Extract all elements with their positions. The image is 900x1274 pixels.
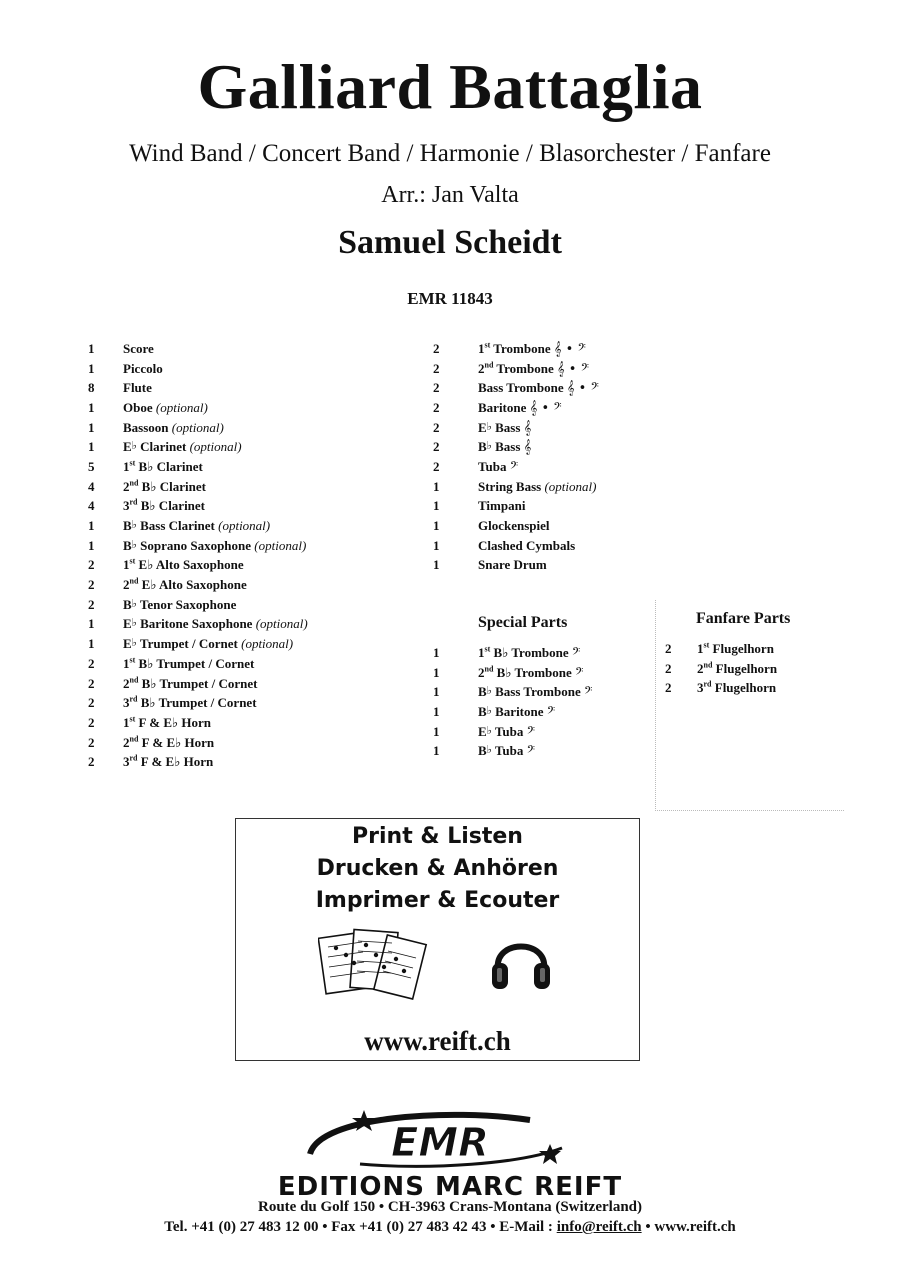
part-quantity: 1	[433, 684, 440, 700]
contact-email-link[interactable]: info@reift.ch	[556, 1219, 642, 1235]
part-prefix: 1	[478, 340, 485, 356]
part-name: Bassoon	[123, 419, 169, 435]
parts-list-special	[433, 643, 592, 761]
fanfare-parts-heading: Fanfare Parts	[696, 610, 791, 627]
flat-sign: ♭	[131, 616, 137, 630]
part-name: B♭ Trumpet / Cornet	[141, 675, 258, 691]
part-row	[88, 339, 308, 359]
part-row	[433, 702, 592, 722]
part-label	[123, 557, 244, 573]
ordinal-suffix: nd	[129, 576, 139, 586]
part-row	[433, 516, 599, 536]
part-prefix: B	[123, 596, 132, 612]
part-label	[478, 420, 531, 436]
part-label	[478, 400, 562, 416]
part-name: Tenor Saxophone	[139, 596, 237, 612]
part-quantity: 2	[88, 596, 95, 612]
part-name: B♭ Trombone	[493, 644, 569, 660]
part-quantity: 2	[433, 439, 440, 455]
part-row	[88, 398, 308, 418]
part-row	[433, 437, 599, 457]
optional-note: (optional)	[255, 616, 308, 632]
parts-list-low-brass-percussion	[433, 339, 599, 575]
part-quantity: 1	[88, 399, 95, 415]
part-quantity: 2	[88, 655, 95, 671]
part-quantity: 2	[433, 458, 440, 474]
part-label	[478, 498, 525, 514]
part-name: Glockenspiel	[478, 518, 550, 534]
part-label	[123, 636, 293, 652]
part-prefix: 1	[123, 655, 130, 671]
part-prefix: 2	[123, 675, 130, 691]
part-row	[665, 659, 777, 679]
part-row	[88, 733, 308, 753]
part-quantity: 1	[88, 518, 95, 534]
part-quantity: 2	[88, 675, 95, 691]
part-name: B♭ Trumpet / Cornet	[138, 655, 255, 671]
part-label	[123, 538, 306, 554]
optional-note: (optional)	[189, 439, 242, 455]
part-label	[123, 361, 163, 377]
catalog-number: EMR 11843	[407, 289, 493, 308]
part-row	[88, 752, 308, 772]
part-quantity: 1	[433, 557, 440, 573]
optional-note: (optional)	[544, 478, 597, 494]
part-prefix: E	[123, 616, 132, 632]
part-name: Trumpet / Cornet	[139, 636, 238, 652]
part-quantity: 2	[88, 695, 95, 711]
ensemble-subtitle: Wind Band / Concert Band / Harmonie / Blasorchester / Fanfare	[129, 140, 771, 167]
part-row	[433, 457, 599, 477]
flat-sign: ♭	[486, 419, 492, 433]
part-label	[478, 743, 535, 759]
clef-icon: 𝄞 • 𝄢	[529, 400, 562, 416]
ordinal-suffix: st	[484, 340, 491, 350]
part-row	[88, 497, 308, 517]
part-label	[478, 459, 518, 475]
part-prefix: E	[123, 636, 132, 652]
part-label	[123, 341, 154, 357]
part-label	[123, 400, 208, 416]
part-row	[665, 678, 777, 698]
part-label	[478, 704, 555, 720]
part-label	[478, 557, 547, 573]
part-quantity: 1	[88, 616, 95, 632]
optional-note: (optional)	[254, 537, 307, 553]
promo-line-french: Imprimer & Ecouter	[315, 888, 560, 913]
part-label	[123, 577, 247, 593]
part-prefix: 2	[123, 734, 130, 750]
parts-list-fanfare	[665, 639, 777, 698]
part-label	[478, 341, 586, 357]
special-parts-heading: Special Parts	[478, 614, 568, 631]
part-name: B♭ Clarinet	[141, 478, 206, 494]
part-row	[88, 359, 308, 379]
sheet-music-icon	[318, 925, 428, 1001]
part-quantity: 2	[665, 660, 672, 676]
optional-note: (optional)	[171, 419, 224, 435]
clef-icon: 𝄢	[526, 724, 535, 740]
part-prefix: B	[478, 703, 487, 719]
part-row	[433, 741, 592, 761]
flat-sign: ♭	[486, 703, 492, 717]
part-quantity: 2	[88, 577, 95, 593]
part-prefix: B	[478, 743, 487, 759]
part-prefix: 2	[697, 660, 704, 676]
part-row	[433, 643, 592, 663]
part-row	[88, 575, 308, 595]
part-quantity: 1	[88, 340, 95, 356]
part-label	[478, 665, 583, 681]
optional-note: (optional)	[241, 636, 294, 652]
part-prefix: 1	[478, 644, 485, 660]
flat-sign: ♭	[486, 743, 492, 757]
part-label	[123, 459, 203, 475]
part-label	[478, 684, 592, 700]
clef-icon: 𝄞 • 𝄢	[556, 361, 589, 377]
flat-sign: ♭	[131, 439, 137, 453]
part-name: Clashed Cymbals	[478, 537, 576, 553]
part-name: Bass	[495, 439, 521, 455]
ordinal-suffix: st	[129, 655, 136, 665]
part-label	[478, 724, 535, 740]
part-name: Bass	[495, 419, 521, 435]
promo-line-german: Drucken & Anhören	[316, 856, 559, 881]
promo-website-url[interactable]: www.reift.ch	[364, 1026, 511, 1056]
part-quantity: 1	[88, 419, 95, 435]
ordinal-suffix: st	[484, 644, 491, 654]
part-prefix: E	[478, 723, 487, 739]
part-label	[478, 518, 550, 534]
part-row	[88, 418, 308, 438]
part-quantity: 2	[433, 419, 440, 435]
part-quantity: 1	[88, 439, 95, 455]
optional-note: (optional)	[218, 518, 271, 534]
part-quantity: 4	[88, 478, 95, 494]
part-name: Soprano Saxophone	[140, 537, 252, 553]
part-label	[123, 676, 257, 692]
part-row	[88, 654, 308, 674]
ordinal-suffix: nd	[129, 478, 139, 488]
part-prefix: 3	[697, 680, 704, 696]
part-name: String Bass	[478, 478, 542, 494]
part-row	[433, 359, 599, 379]
flat-sign: ♭	[486, 723, 492, 737]
part-name: Timpani	[478, 498, 526, 514]
part-row	[433, 536, 599, 556]
part-quantity: 1	[88, 360, 95, 376]
part-name: E♭ Alto Saxophone	[141, 577, 247, 593]
flat-sign: ♭	[486, 439, 492, 453]
part-name: Oboe	[123, 399, 153, 415]
flat-sign: ♭	[131, 596, 137, 610]
part-name: Flute	[123, 380, 152, 396]
part-name: Tuba	[494, 723, 524, 739]
flat-sign: ♭	[131, 537, 137, 551]
part-quantity: 2	[665, 680, 672, 696]
part-label	[123, 695, 257, 711]
part-quantity: 2	[433, 360, 440, 376]
part-row	[88, 615, 308, 635]
part-name: E♭ Alto Saxophone	[138, 557, 244, 573]
part-name: Trombone	[493, 340, 551, 356]
part-prefix: B	[478, 684, 487, 700]
contact-website[interactable]: • www.reift.ch	[641, 1219, 736, 1235]
part-label	[123, 656, 254, 672]
part-row	[88, 516, 308, 536]
part-quantity: 2	[88, 754, 95, 770]
part-row	[665, 639, 777, 659]
part-row	[88, 477, 308, 497]
part-prefix: 3	[123, 754, 130, 770]
part-name: Bass Clarinet	[140, 518, 215, 534]
part-name: Clarinet	[140, 439, 187, 455]
clef-icon: 𝄢	[583, 685, 593, 701]
part-row	[88, 556, 308, 576]
part-prefix: B	[478, 439, 487, 455]
part-name: Flugelhorn	[714, 680, 777, 696]
part-quantity: 1	[88, 537, 95, 553]
part-label	[123, 420, 224, 436]
part-prefix: 1	[123, 557, 130, 573]
part-prefix: B	[123, 537, 132, 553]
part-name: Baritone	[478, 399, 527, 415]
ordinal-suffix: nd	[703, 660, 713, 670]
ordinal-suffix: rd	[129, 498, 138, 508]
part-prefix: E	[123, 439, 132, 455]
part-row	[88, 713, 308, 733]
contact-phone-fax: Tel. +41 (0) 27 483 12 00 • Fax +41 (0) 27 483 42 43 • E-Mail :	[164, 1219, 557, 1235]
part-prefix: 2	[123, 577, 130, 593]
part-quantity: 2	[433, 399, 440, 415]
clef-icon: 𝄞 • 𝄢	[566, 381, 599, 397]
emr-logo-text: EMR	[391, 1120, 489, 1166]
part-quantity: 2	[665, 640, 672, 656]
ordinal-suffix: st	[129, 458, 136, 468]
part-row	[88, 378, 308, 398]
part-name: B♭ Clarinet	[138, 458, 203, 474]
ordinal-suffix: nd	[129, 675, 139, 685]
part-name: F & E♭ Horn	[141, 734, 215, 750]
part-prefix: 2	[478, 360, 485, 376]
part-row	[433, 477, 599, 497]
part-name: F & E♭ Horn	[140, 754, 214, 770]
ordinal-suffix: rd	[703, 679, 712, 689]
ordinal-suffix: nd	[484, 360, 494, 370]
part-row	[433, 497, 599, 517]
part-name: Flugelhorn	[712, 640, 774, 656]
part-label	[697, 641, 774, 657]
part-label	[123, 754, 213, 770]
clef-icon: 𝄢	[526, 744, 535, 760]
part-label	[123, 439, 242, 455]
ordinal-suffix: rd	[129, 694, 138, 704]
print-listen-promo-box	[235, 818, 640, 1061]
part-label	[123, 735, 214, 751]
part-name: B♭ Trumpet / Cornet	[140, 695, 257, 711]
part-quantity: 4	[88, 498, 95, 514]
clef-icon: 𝄢	[575, 665, 584, 681]
part-quantity: 1	[433, 743, 440, 759]
clef-icon: 𝄢	[509, 459, 519, 475]
part-label	[478, 479, 596, 495]
part-label	[123, 380, 152, 396]
part-name: Tuba	[494, 743, 524, 759]
part-label	[123, 498, 205, 514]
part-quantity: 2	[88, 734, 95, 750]
part-label	[478, 645, 580, 661]
part-row	[433, 663, 592, 683]
part-quantity: 1	[433, 644, 440, 660]
part-name: Flugelhorn	[715, 660, 778, 676]
ordinal-suffix: st	[129, 714, 136, 724]
part-quantity: 2	[433, 340, 440, 356]
part-label	[478, 361, 589, 377]
part-quantity: 1	[433, 723, 440, 739]
part-name: Trombone	[496, 360, 554, 376]
ordinal-suffix: nd	[129, 734, 139, 744]
part-label	[123, 518, 270, 534]
part-row	[433, 556, 599, 576]
part-quantity: 1	[433, 478, 440, 494]
part-row	[88, 674, 308, 694]
clef-icon: 𝄞	[523, 440, 532, 456]
part-label	[697, 680, 776, 696]
part-name: Bass Trombone	[478, 380, 564, 396]
clef-icon: 𝄞 • 𝄢	[553, 341, 586, 357]
part-prefix: B	[123, 518, 132, 534]
part-row	[433, 378, 599, 398]
optional-note: (optional)	[155, 399, 208, 415]
part-quantity: 2	[433, 380, 440, 396]
part-prefix: 1	[123, 458, 130, 474]
part-prefix: 3	[123, 498, 130, 514]
publisher-address: Route du Golf 150 • CH-3963 Crans-Montana (Switzerland)	[258, 1199, 642, 1215]
parts-list-woodwinds-brass	[88, 339, 308, 772]
part-row	[433, 418, 599, 438]
part-name: F & E♭ Horn	[138, 714, 211, 730]
part-quantity: 8	[88, 380, 95, 396]
part-prefix: E	[478, 419, 487, 435]
part-label	[478, 439, 531, 455]
part-quantity: 2	[88, 557, 95, 573]
part-row	[433, 398, 599, 418]
ordinal-suffix: nd	[484, 664, 494, 674]
composer-name: Samuel Scheidt	[338, 224, 562, 261]
part-row	[433, 682, 592, 702]
part-quantity: 1	[433, 518, 440, 534]
part-name: Bass Trombone	[495, 684, 581, 700]
part-prefix: 3	[123, 695, 130, 711]
ordinal-suffix: rd	[129, 753, 138, 763]
part-name: Score	[123, 340, 154, 356]
part-row	[88, 437, 308, 457]
promo-line-english: Print & Listen	[352, 824, 523, 849]
part-row	[88, 693, 308, 713]
flat-sign: ♭	[131, 518, 137, 532]
piece-title: Galliard Battaglia	[197, 51, 703, 122]
part-quantity: 5	[88, 458, 95, 474]
part-quantity: 1	[433, 498, 440, 514]
part-label	[123, 479, 206, 495]
part-label	[123, 715, 211, 731]
part-prefix: 1	[123, 714, 130, 730]
part-quantity: 1	[88, 636, 95, 652]
part-prefix: 2	[478, 664, 485, 680]
clef-icon: 𝄢	[571, 645, 581, 661]
flat-sign: ♭	[131, 636, 137, 650]
part-row	[433, 339, 599, 359]
part-label	[478, 538, 575, 554]
publisher-name: EDITIONS MARC REIFT	[277, 1172, 623, 1202]
ordinal-suffix: st	[703, 640, 710, 650]
part-name: B♭ Trombone	[496, 664, 572, 680]
clef-icon: 𝄢	[546, 704, 556, 720]
part-prefix: 2	[123, 478, 130, 494]
arranger-credit: Arr.: Jan Valta	[381, 182, 519, 208]
part-row	[433, 722, 592, 742]
part-quantity: 1	[433, 703, 440, 719]
part-row	[88, 595, 308, 615]
emr-logo	[300, 1108, 600, 1172]
ordinal-suffix: st	[129, 557, 136, 567]
flat-sign: ♭	[486, 684, 492, 698]
part-quantity: 1	[433, 664, 440, 680]
part-quantity: 2	[88, 714, 95, 730]
part-row	[88, 457, 308, 477]
part-name: Tuba	[478, 458, 507, 474]
part-label	[697, 661, 777, 677]
part-name: B♭ Clarinet	[140, 498, 206, 514]
part-label	[123, 616, 308, 632]
part-label	[123, 597, 236, 613]
part-name: Baritone	[495, 703, 544, 719]
headphones-icon	[488, 925, 554, 995]
part-name: Piccolo	[123, 360, 163, 376]
part-prefix: 1	[697, 640, 704, 656]
part-quantity: 1	[433, 537, 440, 553]
clef-icon: 𝄞	[523, 420, 532, 436]
part-row	[88, 634, 308, 654]
part-row	[88, 536, 308, 556]
part-name: Snare Drum	[478, 557, 547, 573]
part-label	[478, 380, 599, 396]
part-name: Baritone Saxophone	[140, 616, 253, 632]
fanfare-parts-box	[655, 600, 844, 811]
publisher-contact	[0, 1219, 900, 1236]
